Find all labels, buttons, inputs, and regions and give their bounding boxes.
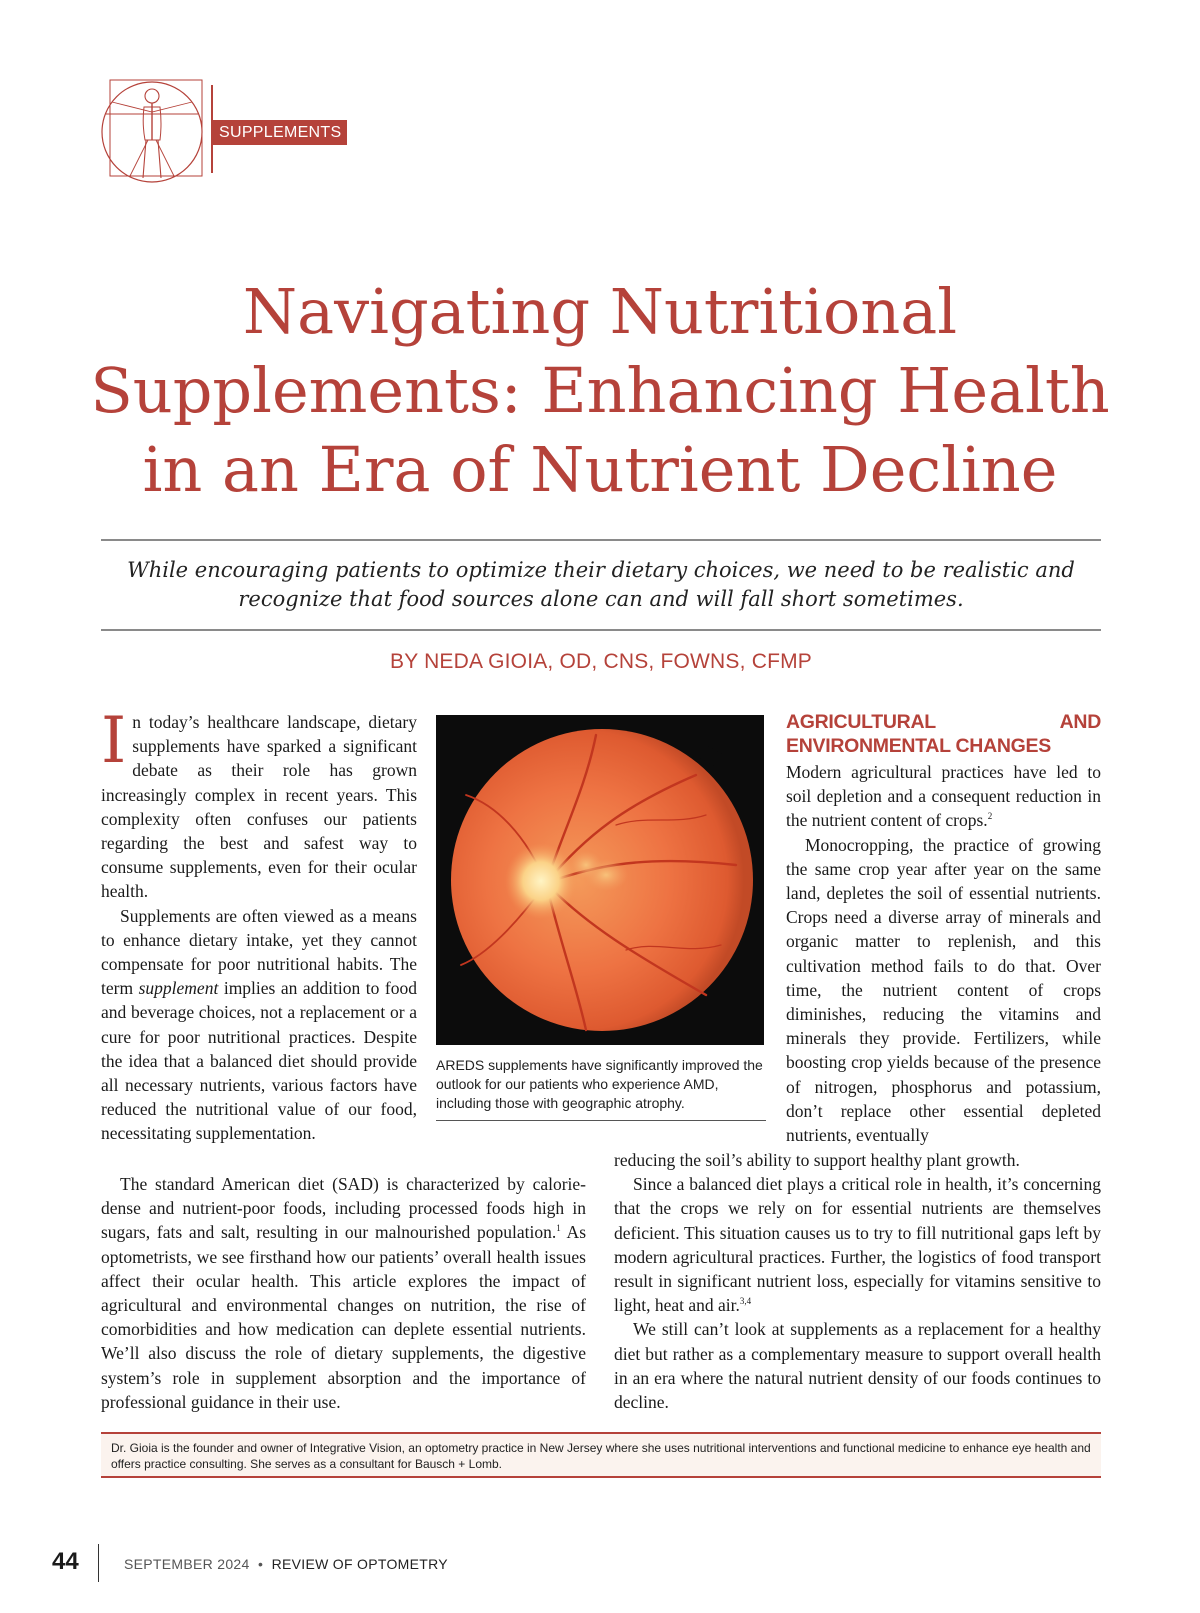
byline: BY NEDA GIOIA, OD, CNS, FOWNS, CFMP <box>390 650 812 673</box>
sad-section <box>101 1172 586 1414</box>
caption-rule <box>436 1120 766 1121</box>
retina-fundus-image <box>436 715 764 1045</box>
agri-continued <box>614 1148 1101 1414</box>
intro-paragraph-2: Supplements are often viewed as a means to enhance dietary intake, yet they cannot compensate for poor nutritional habits. The term supplement implies an addition to food and beverage choices, not a replacement or a cure for poor nutritional practices. Despite the idea that a balanced diet should provide all necessary nutrients, various factors have reduced the nutritional value of our food, necessitating supplementation. <box>101 905 417 1144</box>
intro-paragraph-1: In today’s healthcare landscape, dietary supplements have sparked a significant debate as their role has grown increasingly complex in recent years. This complexity often confuses our patients regarding the best and safest way to consume supplements, even for their ocular health. <box>101 704 417 902</box>
title-line-3: in an Era of Nutrient Decline <box>142 433 1058 506</box>
agri-heading: AGRICULTURAL AND ENVIRONMENTAL CHANGES <box>786 711 1101 757</box>
figure-caption: AREDS supplements have significantly improved the outlook for our patients who experience AMD, including those with geographic atrophy. <box>436 1057 763 1111</box>
deck-bottom-rule <box>101 629 1101 631</box>
title-line-1: Navigating Nutritional <box>242 275 958 348</box>
footer-bullet: • <box>257 1556 264 1572</box>
deck-top-rule <box>101 539 1101 541</box>
ref-3-4: 3,4 <box>739 1296 752 1307</box>
agri-paragraph-2-continued: reducing the soil’s ability to support healthy plant growth. <box>614 1150 1020 1170</box>
vitruvian-man-icon <box>96 74 208 186</box>
agri-paragraph-1: Modern agricultural practices have led to soil depletion and a consequent reduction in the nutrient content of crops.$^2$ <box>786 762 1101 831</box>
intro-column <box>101 704 417 1146</box>
drop-cap: I <box>101 704 127 778</box>
page-number: 44 <box>52 1548 79 1575</box>
agri-column <box>786 710 1101 1147</box>
article-title <box>60 272 1140 509</box>
article-deck: While encouraging patients to optimize their dietary choices, we need to be realistic and recognize that food sources alone can and will fall short sometimes. <box>127 558 1075 611</box>
title-line-2: Supplements: Enhancing Health <box>90 354 1110 427</box>
ref-1: 1 <box>556 1223 561 1234</box>
ref-2: 2 <box>987 811 993 822</box>
footer-folio <box>124 1556 448 1572</box>
section-tag: SUPPLEMENTS <box>213 120 347 145</box>
sad-paragraph: The standard American diet (SAD) is characterized by calorie-dense and nutrient-poor foods, including processed foods high in sugars, fats and salt, resulting in our malnourished population.$^1$ As optometrists, we see firsthand how our patients’ overall health issues affect their ocular health. This article explores the impact of agricultural and environmental changes on nutrition, the rise of comorbidities and how medication can deplete essential nutrients. We’ll also discuss the role of dietary supplements, the digestive system’s role in supplement absorption and the importance of professional guidance in their use. <box>101 1174 586 1412</box>
author-bio: Dr. Gioia is the founder and owner of Integrative Vision, an optometry practice in New Jersey where she uses nutritional interventions and functional medicine to enhance eye health and offers practice consulting. She serves as a consultant for Bausch + Lomb. <box>101 1432 1101 1478</box>
agri-paragraph-2: Monocropping, the practice of growing the same crop year after year on the same land, depletes the soil of essential nutrients. Crops need a diverse array of minerals and organic matter to replenish, and this cultivation method fails to do that. Over time, the nutrient content of crops diminishes, reducing the vitamins and minerals they provide. Fertilizers, while boosting crop yields because of the presence of nitrogen, phosphorus and potassium, don’t replace other essential depleted nutrients, eventually <box>786 834 1101 1146</box>
agri-paragraph-3: Since a balanced diet plays a critical role in health, it’s concerning that the crops we rely on for essential nutrients are themselves deficient. This situation causes us to try to fill nutritional gaps left by modern agricultural practices. Further, the logistics of food transport result in significant nutrient loss, especially for vitamins sensitive to light, heat and air.$^{3,4}$ <box>614 1174 1101 1316</box>
agri-paragraph-4: We still can’t look at supplements as a replacement for a healthy diet but rather as a complementary measure to support overall health in an era where the natural nutrient density of our foods continues to decline. <box>614 1319 1101 1413</box>
publication-name: REVIEW OF OPTOMETRY <box>271 1556 448 1572</box>
issue-date: SEPTEMBER 2024 <box>124 1556 250 1572</box>
footer-divider <box>98 1544 99 1582</box>
